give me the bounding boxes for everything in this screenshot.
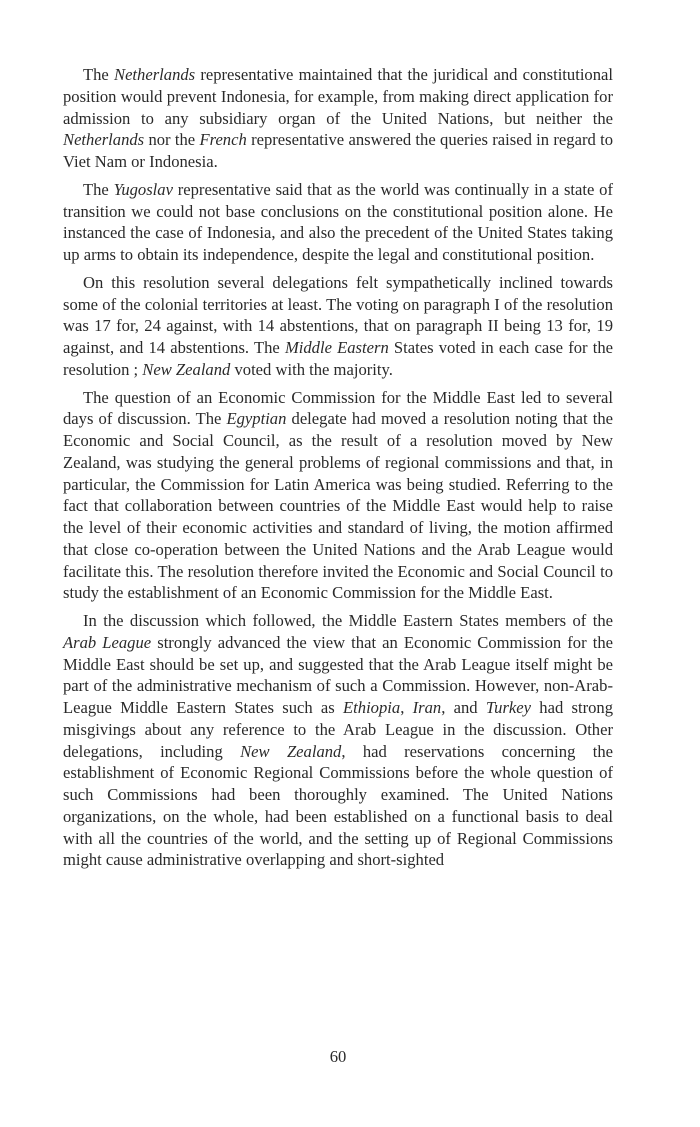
italic-term: Turkey — [485, 698, 532, 717]
page-body — [63, 64, 613, 877]
paragraph-netherlands: The Netherlands representative maintained that the juridical and constitutional position would prevent Indonesia, for example, from making direct application for admission to any subsidiary organ of the United Nations, but neither the Netherlands nor the French representative answered the queries raised in regard to Viet Nam or Indonesia. — [63, 65, 613, 171]
italic-term: New Zealand — [142, 359, 231, 379]
italic-term: Middle Eastern — [284, 338, 389, 357]
italic-term: Yugoslav — [113, 179, 173, 199]
italic-term: Ethiopia — [343, 698, 401, 717]
paragraph-arab-league-discussion: In the discussion which followed, the Middle Eastern States members of the Arab League strongly advanced the view that an Economic Commission for the Middle East should be set up, and suggested that the Arab League itself might be part of the administrative mechanism of such a Commission. However, non-Arab-League Middle Eastern States such as Ethiopia, Iran, and Turkey had strong misgivings about any reference to the Arab League in the discussion. Other delegations, including New Zealand, had reservations concerning the establishment of Economic Regional Commissions before the whole question of such Commissions had been thoroughly examined. The United Nations organizations, on the whole, had been established on a functional basis to deal with all the countries of the world, and the setting up of Regional Commissions might cause administrative overlapping and short-sighted — [63, 611, 614, 870]
page-number: 60 — [329, 1047, 347, 1066]
italic-term: Netherlands — [63, 130, 145, 150]
italic-term: Iran — [412, 698, 442, 717]
italic-term: Egyptian — [226, 409, 287, 429]
italic-term: New Zealand — [240, 741, 342, 761]
paragraph-yugoslav: The Yugoslav representative said that as the world was continually in a state of transition we could not base conclusions on the constitutional position alone. He instanced the case of Indonesia, and also the precedent of the United States taking up arms to obtain its independence, despite the legal and constitutional position. — [63, 179, 613, 264]
paragraph-colonial-vote: On this resolution several delegations felt sympathetically inclined towards some of the colonial territories at least. The voting on paragraph I of the resolution was 17 for, 24 against, with 14 abstentions, that on paragraph II being 13 for, 19 against, and 14 abstentions. The Middle Eastern States voted in each case for the resolution ; New Zealand voted with the majority. — [63, 272, 614, 379]
italic-term: Arab League — [63, 632, 152, 652]
paragraph-economic-commission: The question of an Economic Commission for the Middle East led to several days of discussion. The Egyptian delegate had moved a resolution noting that the Economic and Social Council, as the result of a resolution moved by New Zealand, was studying the general problems of regional commissions and that, in particular, the Commission for Latin America was being studied. Referring to the fact that collaboration between countries of the Middle East would help to raise the level of their economic activities and standard of living, the motion affirmed that close co-operation between the United Nations and the Arab League would facilitate this. The resolution therefore invited the Economic and Social Council to study the establishment of an Economic Commission for the Middle East. — [63, 387, 613, 603]
italic-term: French — [199, 130, 247, 150]
italic-term: Netherlands — [114, 65, 196, 84]
